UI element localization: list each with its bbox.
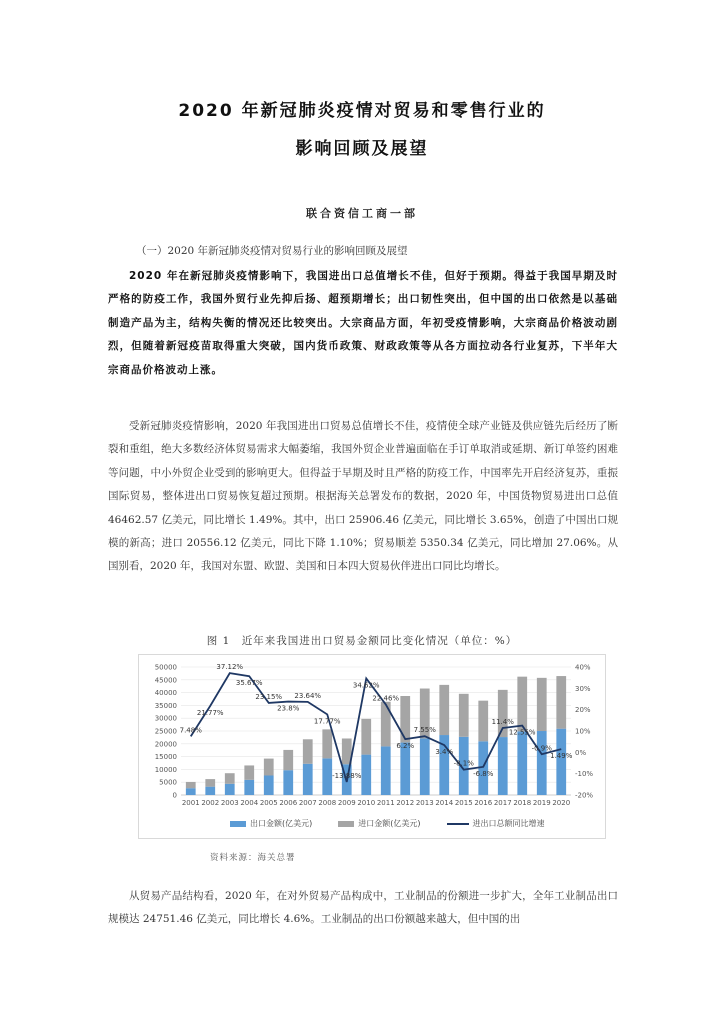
- y-right-tick-label: 20%: [575, 706, 591, 715]
- y-left-tick-label: 15000: [154, 753, 177, 762]
- bar-export: [498, 737, 508, 795]
- legend-item-import: [338, 818, 420, 829]
- legend-swatch-import: [338, 821, 354, 827]
- bar-import: [361, 719, 371, 755]
- bar-export: [244, 780, 254, 795]
- legend-swatch-growth: [447, 823, 469, 825]
- legend-item-growth: [447, 818, 545, 829]
- x-tick-label: 2017: [493, 799, 512, 807]
- legend-label-growth: 进出口总额同比增速: [472, 819, 545, 828]
- y-left-tick-label: 5000: [159, 778, 177, 787]
- y-left-tick-label: 35000: [154, 701, 177, 710]
- growth-data-label: 11.4%: [491, 718, 514, 727]
- x-tick-label: 2009: [337, 799, 356, 807]
- bar-export: [420, 738, 430, 795]
- document-title-line2: 影响回顾及展望: [295, 139, 429, 159]
- y-right-tick-label: -20%: [575, 791, 594, 800]
- bar-export: [322, 758, 332, 795]
- x-tick-label: 2018: [513, 799, 532, 807]
- x-tick-label: 2019: [532, 799, 551, 807]
- x-tick-label: 2010: [357, 799, 376, 807]
- bar-import: [303, 739, 313, 763]
- bar-export: [303, 764, 313, 795]
- y-right-tick-label: 0%: [575, 748, 587, 757]
- figure-source: 资料来源：海关总署: [210, 853, 296, 863]
- x-tick-label: 2005: [259, 799, 278, 807]
- growth-data-label: 22.46%: [372, 694, 400, 703]
- growth-data-label: 23.15%: [255, 692, 283, 701]
- x-tick-label: 2014: [435, 799, 454, 807]
- bar-import: [478, 701, 488, 742]
- growth-data-label: 12.55%: [508, 728, 536, 737]
- growth-data-label: 23.8%: [277, 704, 300, 713]
- legend-label-export: 出口金额(亿美元): [250, 819, 313, 828]
- bar-import: [537, 678, 547, 731]
- bar-import: [556, 676, 566, 729]
- y-right-tick-label: 30%: [575, 684, 591, 693]
- bar-import: [459, 694, 469, 737]
- section-heading: （一）2020 年新冠肺炎疫情对贸易行业的影响回顾及展望: [136, 245, 408, 257]
- bar-export: [361, 755, 371, 795]
- bar-export: [225, 784, 235, 795]
- x-tick-label: 2011: [376, 799, 395, 807]
- growth-data-label: 34.62%: [352, 681, 380, 690]
- growth-data-label: -0.9%: [531, 744, 552, 753]
- trade-chart-svg: [139, 655, 605, 838]
- bar-import: [186, 782, 196, 788]
- growth-data-label: 7.48%: [179, 726, 202, 735]
- chart-legend: [230, 818, 545, 829]
- bar-import: [244, 765, 254, 779]
- legend-item-export: [230, 818, 312, 829]
- x-tick-label: 2001: [181, 799, 200, 807]
- x-tick-label: 2002: [201, 799, 220, 807]
- body-paragraph-structure: 从贸易产品结构看，2020 年，在对外贸易产品构成中，工业制品的份额进一步扩大，全年工业制品出口规模达 24751.46 亿美元，同比增长 4.6%。工业制品的出口份额越来越大，但中国的出: [108, 890, 618, 926]
- y-right-tick-label: 10%: [575, 727, 591, 736]
- growth-data-label: 21.77%: [196, 708, 224, 717]
- x-tick-label: 2013: [415, 799, 434, 807]
- figure-title: 图 1 近年来我国进出口贸易金额同比变化情况（单位：%）: [206, 635, 518, 647]
- bar-import: [400, 696, 410, 743]
- growth-data-label: 17.77%: [313, 717, 341, 726]
- document-title-line1: 2020 年新冠肺炎疫情对贸易和零售行业的: [178, 101, 546, 121]
- x-tick-label: 2006: [279, 799, 298, 807]
- growth-data-label: 3.4%: [435, 748, 454, 757]
- body-paragraph-trade: 受新冠肺炎疫情影响，2020 年我国进出口贸易总值增长不佳，疫情使全球产业链及供应链先后经历了断裂和重组，绝大多数经济体贸易需求大幅萎缩，我国外贸企业普遍面临在手订单取消或延期、新订单签约困难等问题，中小外贸企业受到的影响更大。但得益于早期及时且严格的防疫工作，中国率先开启经济复苏，重振国际贸易，整体进出口贸易恢复超过预期。根据海关总署发布的数据，2020 年，中国货物贸易进出口总值 46462.57 亿美元，同比增长 1.49%。其中，出口 25906.46 亿美元，同比增长 3.65%，创造了中国出口规模的新高；进口 20556.12 亿美元，同比下降 1.10%；贸易顺差 5350.34 亿美元，同比增加 27.06%。从国别看，2020 年，我国对东盟、欧盟、美国和日本四大贸易伙伴进出口同比均增长。: [108, 420, 618, 573]
- bar-export: [264, 775, 274, 795]
- bar-export: [537, 731, 547, 795]
- bar-import: [264, 759, 274, 776]
- y-right-tick-label: -10%: [575, 770, 594, 779]
- growth-data-label: -6.8%: [473, 769, 494, 778]
- summary-paragraph: 2020 年在新冠肺炎疫情影响下，我国进出口总值增长不佳，但好于预期。得益于我国早期及时严格的防疫工作，我国外贸行业先抑后扬、超预期增长；出口韧性突出，但中国的出口依然是以基础制造产品为主，结构失衡的情况还比较突出。大宗商品方面，年初受疫情影响，大宗商品价格波动剧烈，但随着新冠疫苗取得重大突破，国内货币政策、财政政策等从各方面拉动各行业复苏，下半年大宗商品价格波动上涨。: [108, 270, 618, 376]
- growth-data-label: 37.12%: [216, 663, 244, 672]
- bar-export: [517, 731, 527, 795]
- y-left-tick-label: 40000: [154, 689, 177, 698]
- bar-export: [556, 729, 566, 795]
- growth-data-label: 1.49%: [550, 752, 573, 761]
- y-left-tick-label: 30000: [154, 714, 177, 723]
- growth-data-label: -13.88%: [332, 771, 362, 780]
- growth-data-label: 6.2%: [396, 742, 415, 751]
- x-tick-label: 2020: [552, 799, 571, 807]
- growth-data-label: 7.55%: [413, 726, 436, 735]
- growth-data-label: 35.67%: [235, 679, 263, 688]
- growth-data-label: 23.64%: [294, 691, 322, 700]
- x-tick-label: 2007: [298, 799, 317, 807]
- x-tick-label: 2004: [240, 799, 259, 807]
- y-left-tick-label: 10000: [154, 765, 177, 774]
- y-left-tick-label: 50000: [154, 663, 177, 672]
- trade-chart: [138, 654, 606, 839]
- bar-import: [225, 773, 235, 784]
- x-tick-label: 2003: [220, 799, 239, 807]
- y-left-tick-label: 45000: [154, 676, 177, 685]
- y-left-tick-label: 0: [172, 791, 177, 800]
- bar-export: [205, 787, 215, 795]
- bar-export: [381, 746, 391, 795]
- bar-export: [186, 788, 196, 795]
- bar-import: [283, 750, 293, 770]
- x-tick-label: 2008: [318, 799, 337, 807]
- author-line: 联合资信工商一部: [306, 207, 418, 220]
- growth-data-label: -8.1%: [453, 759, 474, 768]
- bar-export: [283, 770, 293, 795]
- bar-export: [400, 743, 410, 795]
- bar-import: [381, 702, 391, 747]
- bar-import: [439, 685, 449, 735]
- y-left-tick-label: 20000: [154, 740, 177, 749]
- bar-import: [322, 729, 332, 758]
- y-left-tick-label: 25000: [154, 727, 177, 736]
- bar-import: [517, 677, 527, 732]
- y-right-tick-label: 40%: [575, 663, 591, 672]
- legend-swatch-export: [230, 821, 246, 827]
- x-tick-label: 2012: [396, 799, 415, 807]
- legend-label-import: 进口金额(亿美元): [358, 819, 421, 828]
- x-tick-label: 2015: [454, 799, 473, 807]
- x-tick-label: 2016: [474, 799, 493, 807]
- bar-import: [205, 779, 215, 787]
